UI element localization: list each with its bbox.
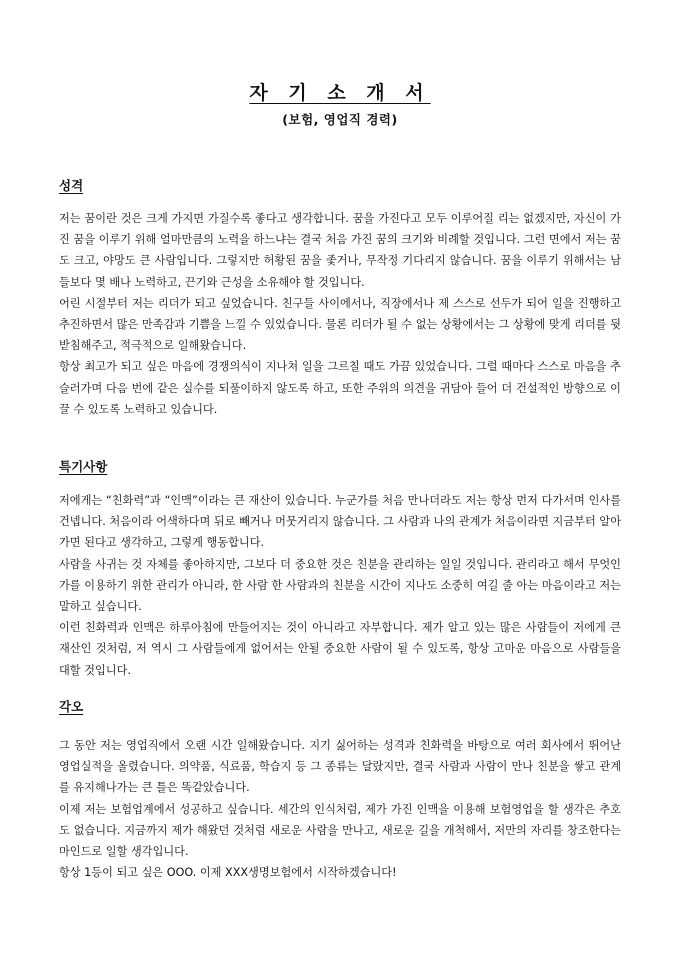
section-heading-resolution: 각오 — [59, 699, 84, 714]
document-title: 자 기 소 개 서 — [249, 82, 431, 104]
paragraph: 이제 저는 보험업계에서 성공하고 싶습니다. 세간의 인식처럼, 제가 가진 인맥을 이용해 보험영업을 할 생각은 추호도 없습니다. 지금까지 제가 해왔던 것처럼 새로운 사람을 만나고, 새로운 길을 개척해서, 저만의 자리를 창조한다는 마인드로 일할 생각입니다. — [59, 802, 621, 859]
section-body-personality — [59, 208, 621, 420]
paragraph: 이런 친화력과 인맥은 하루아침에 만들어지는 것이 아니라고 자부합니다. 제가 알고 있는 많은 사람들이 저에게 큰 재산인 것처럼, 저 역시 그 사람들에게 없어서는 안될 중요한 사람이 될 수 있도록, 항상 고마운 마음으로 사람들을 대할 것입니다. — [59, 621, 621, 677]
document-subtitle: (보험, 영업직 경력) — [282, 112, 398, 127]
section-heading-personality: 성격 — [59, 178, 84, 193]
section-body-resolution — [59, 735, 621, 883]
paragraph: 항상 1등이 되고 싶은 OOO. 이제 XXX생명보험에서 시작하겠습니다! — [59, 866, 397, 880]
paragraph: 사람을 사귀는 것 자체를 좋아하지만, 그보다 더 중요한 것은 친분을 관리하는 일일 것입니다. 관리라고 해서 무엇인가를 이용하기 위한 관리가 아니라, 한 사람 한 사람과의 친분을 시간이 지나도 소중히 여길 줄 아는 마음이라고 저는 말하고 싶습니다. — [59, 557, 621, 614]
paragraph: 그 동안 저는 영업직에서 오랜 시간 일해왔습니다. 지기 싫어하는 성격과 친화력을 바탕으로 여러 회사에서 뛰어난 영업실적을 올렸습니다. 의약품, 식료품, 학습지 등 그 종류는 달랐지만, 결국 사람과 사람이 만나 친분을 쌓고 관계를 유지해나가는 큰 틀은 똑같았습니다. — [59, 739, 621, 795]
paragraph: 저는 꿈이란 것은 크게 가지면 가질수록 좋다고 생각합니다. 꿈을 가진다고 모두 이루어질 리는 없겠지만, 자신이 가진 꿈을 이루기 위해 얼마만큼의 노력을 하느냐는 결국 처음 가진 꿈의 크기와 비례할 것입니다. 그런 면에서 저는 꿈도 크고, 야망도 큰 사람입니다. 그렇지만 허황된 꿈을 좇거나, 무작정 기다리지 않습니다. 꿈을 이루기 위해서는 남들보다 몇 배나 노력하고, 끈기와 근성을 소유해야 할 것입니다. — [59, 212, 621, 289]
paragraph: 저에게는 “친화력”과 “인맥”이라는 큰 재산이 있습니다. 누군가를 처음 만나더라도 저는 항상 먼저 다가서며 인사를 건넵니다. 처음이라 어색하다며 뒤로 빼거나 머뭇거리지 않습니다. 그 사람과 나의 관계가 처음이라면 지금부터 알아 가면 된다고 생각하고, 그렇게 행동합니다. — [59, 494, 621, 550]
paragraph: 어린 시절부터 저는 리더가 되고 싶었습니다. 친구들 사이에서나, 직장에서나 제 스스로 선두가 되어 일을 진행하고 추진하면서 많은 만족감과 기쁨을 느낄 수 있었습니다. 물론 리더가 될 수 없는 상황에서는 그 상황에 맞게 리더를 뒷받침해주고, 적극적으로 일해왔습니다. — [59, 296, 621, 353]
section-body-specialty — [59, 490, 621, 681]
section-heading-specialty: 특기사항 — [59, 459, 108, 474]
paragraph: 항상 최고가 되고 싶은 마음에 경쟁의식이 지나쳐 일을 그르칠 때도 가끔 있었습니다. 그럴 때마다 스스로 마음을 추슬러가며 다음 번에 같은 실수를 되풀이하지 않도록 하고, 또한 주위의 의견을 귀담아 들어 더 건설적인 방향으로 이끌 수 있도록 노력하고 있습니다. — [59, 360, 621, 416]
